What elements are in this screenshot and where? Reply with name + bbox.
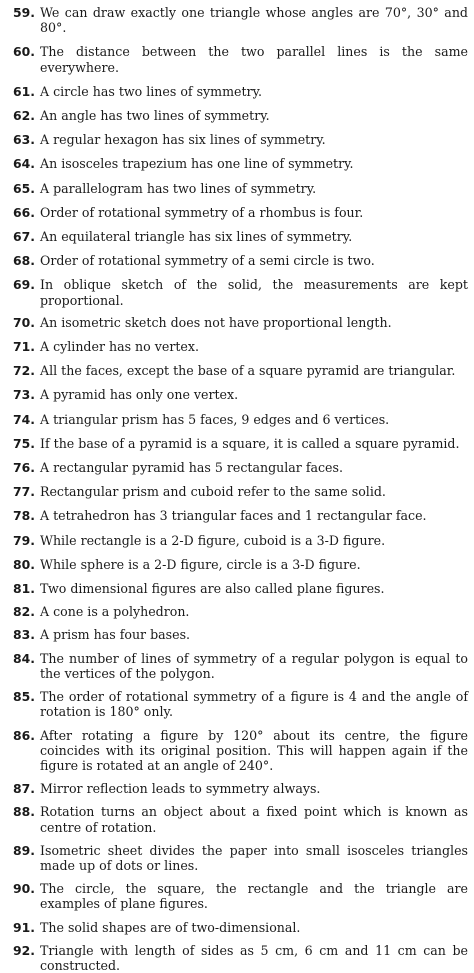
question-text: An equilateral triangle has six lines of symmetry.	[40, 229, 353, 245]
question-text: Isometric sheet divides the paper into small isosceles triangles made up of dots or lines.	[40, 842, 468, 873]
question-text: A cone is a polyhedron.	[40, 604, 190, 620]
question-item	[4, 363, 468, 378]
question-item	[4, 181, 468, 196]
question-text: After rotating a figure by 120° about its centre, the figure coincides with its original position. This will happen again if the figure is rotated at an angle of 240°.	[40, 727, 468, 773]
question-item	[4, 689, 468, 719]
question-number: 65.	[13, 180, 35, 196]
question-number: 84.	[13, 650, 35, 666]
question-text: If the base of a pyramid is a square, it is called a square pyramid.	[40, 435, 460, 451]
question-number: 67.	[13, 229, 35, 245]
question-item	[4, 581, 468, 596]
question-item	[4, 339, 468, 354]
question-number: 78.	[13, 508, 35, 524]
question-number: 66.	[13, 204, 35, 220]
question-number: 86.	[13, 727, 35, 743]
question-number: 73.	[13, 387, 35, 403]
question-text: We can draw exactly one triangle whose angles are 70°, 30° and 80°.	[40, 5, 468, 36]
question-number: 91.	[13, 919, 35, 935]
question-text: While rectangle is a 2-D figure, cuboid is a 3-D figure.	[40, 532, 386, 548]
question-text: A circle has two lines of symmetry.	[40, 83, 263, 99]
question-text: An isosceles trapezium has one line of symmetry.	[40, 156, 354, 172]
question-text: The order of rotational symmetry of a figure is 4 and the angle of rotation is 180° only.	[40, 689, 468, 720]
question-text: While sphere is a 2-D figure, circle is a 3-D figure.	[40, 556, 361, 572]
question-number: 81.	[13, 581, 35, 597]
question-text: A pyramid has only one vertex.	[40, 387, 239, 403]
question-item	[4, 881, 468, 911]
question-number: 88.	[13, 804, 35, 820]
question-number: 83.	[13, 627, 35, 643]
question-item	[4, 484, 468, 499]
question-item	[4, 44, 468, 74]
question-item	[4, 651, 468, 681]
question-text: A rectangular pyramid has 5 rectangular faces.	[40, 460, 343, 476]
question-text: A cylinder has no vertex.	[40, 339, 199, 355]
question-number: 61.	[13, 83, 35, 99]
question-item	[4, 781, 468, 796]
question-number: 92.	[13, 942, 35, 958]
question-number: 75.	[13, 435, 35, 451]
question-number: 69.	[13, 277, 35, 293]
question-text: A regular hexagon has six lines of symmetry.	[40, 132, 326, 148]
question-item	[4, 604, 468, 619]
question-item	[4, 533, 468, 548]
question-item	[4, 412, 468, 427]
question-item	[4, 253, 468, 268]
question-item	[4, 920, 468, 935]
question-item	[4, 229, 468, 244]
question-item	[4, 277, 468, 307]
question-text: An angle has two lines of symmetry.	[40, 108, 270, 124]
question-text: The circle, the square, the rectangle and the triangle are examples of plane figures.	[40, 881, 468, 912]
question-number: 89.	[13, 842, 35, 858]
question-item	[4, 557, 468, 572]
question-text: The number of lines of symmetry of a regular polygon is equal to the vertices of the polygon.	[40, 650, 468, 681]
question-item	[4, 460, 468, 475]
question-item	[4, 205, 468, 220]
question-number: 72.	[13, 363, 35, 379]
question-number: 64.	[13, 156, 35, 172]
question-number: 87.	[13, 781, 35, 797]
question-text: An isometric sketch does not have proportional length.	[40, 314, 392, 330]
question-text: In oblique sketch of the solid, the measurements are kept proportional.	[40, 277, 468, 308]
question-item	[4, 843, 468, 873]
question-item	[4, 627, 468, 642]
question-item	[4, 132, 468, 147]
question-text: The solid shapes are of two-dimensional.	[40, 919, 301, 935]
question-text: A tetrahedron has 3 triangular faces and 1 rectangular face.	[40, 508, 427, 524]
question-text: All the faces, except the base of a square pyramid are triangular.	[40, 363, 456, 379]
question-item	[4, 508, 468, 523]
question-number: 90.	[13, 881, 35, 897]
question-number: 76.	[13, 460, 35, 476]
question-number: 71.	[13, 339, 35, 355]
question-text: Order of rotational symmetry of a rhombus is four.	[40, 204, 364, 220]
question-text: A parallelogram has two lines of symmetry.	[40, 180, 317, 196]
question-text: A triangular prism has 5 faces, 9 edges and 6 vertices.	[40, 411, 390, 427]
question-item	[4, 436, 468, 451]
question-item	[4, 728, 468, 774]
question-text: Rectangular prism and cuboid refer to the same solid.	[40, 484, 386, 500]
question-text: Two dimensional figures are also called plane figures.	[40, 581, 385, 597]
question-number: 74.	[13, 411, 35, 427]
question-item	[4, 315, 468, 330]
question-item	[4, 5, 468, 35]
question-number: 85.	[13, 689, 35, 705]
question-number: 59.	[13, 5, 35, 20]
question-number: 70.	[13, 314, 35, 330]
question-number: 62.	[13, 108, 35, 124]
question-number: 60.	[13, 44, 35, 60]
question-number: 63.	[13, 132, 35, 148]
question-item	[4, 943, 468, 973]
question-item	[4, 84, 468, 99]
question-text: Rotation turns an object about a fixed point which is known as centre of rotation.	[40, 804, 468, 835]
question-number: 68.	[13, 253, 35, 269]
question-number: 82.	[13, 604, 35, 620]
question-item	[4, 108, 468, 123]
question-number: 80.	[13, 556, 35, 572]
question-item	[4, 804, 468, 834]
question-item	[4, 387, 468, 402]
question-text: Triangle with length of sides as 5 cm, 6 cm and 11 cm can be constructed.	[40, 942, 468, 973]
question-item	[4, 156, 468, 171]
question-number: 79.	[13, 532, 35, 548]
question-text: Order of rotational symmetry of a semi circle is two.	[40, 253, 375, 269]
question-text: Mirror reflection leads to symmetry always.	[40, 781, 321, 797]
question-text: A prism has four bases.	[40, 627, 191, 643]
question-text: The distance between the two parallel lines is the same everywhere.	[40, 44, 468, 75]
question-number: 77.	[13, 484, 35, 500]
